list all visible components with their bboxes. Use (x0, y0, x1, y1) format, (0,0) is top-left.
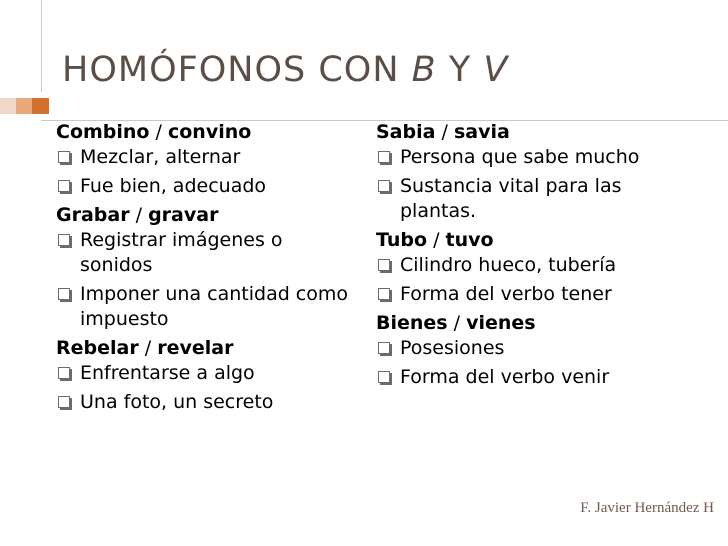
group-heading (56, 336, 356, 361)
square-bullet-icon (58, 288, 70, 300)
list-item-text: Registrar imágenes o sonidos (80, 229, 283, 276)
heading-separator: / (447, 312, 467, 334)
heading-word-a: Sabia (376, 121, 436, 143)
author-footer: F. Javier Hernández H (580, 500, 714, 516)
square-bullet-icon (378, 259, 390, 271)
decorative-square-medium (16, 98, 32, 114)
list-item (56, 145, 356, 170)
list-item-text: Fue bien, adecuado (80, 175, 267, 197)
list-item (56, 361, 356, 386)
list-item-text: Posesiones (400, 337, 505, 359)
left-column (56, 120, 356, 415)
list-item-text: Imponer una cantidad como impuesto (80, 283, 349, 330)
list-item-text: Una foto, un secreto (80, 391, 274, 413)
heading-word-b: tuvo (445, 229, 494, 251)
heading-word-a: Combino (56, 121, 150, 143)
list-item (56, 174, 356, 199)
list-item-text: Enfrentarse a algo (80, 362, 255, 384)
square-bullet-icon (58, 151, 70, 163)
list-item-text: Sustancia vital para las plantas. (400, 175, 622, 222)
square-bullet-icon (378, 288, 390, 300)
decorative-square-dark (32, 98, 49, 114)
list-item-text: Forma del verbo venir (400, 366, 610, 388)
list-item (56, 282, 356, 332)
list-item (376, 365, 676, 390)
square-bullet-icon (378, 342, 390, 354)
heading-word-b: vienes (466, 312, 536, 334)
heading-separator: / (149, 121, 168, 143)
title-text: HOMÓFONOS CON (62, 50, 412, 90)
square-bullet-icon (378, 371, 390, 383)
list-item-text: Forma del verbo tener (400, 283, 612, 305)
title-letter-b: B (411, 50, 437, 90)
list-item-text: Mezclar, alternar (80, 146, 241, 168)
heading-separator: / (427, 229, 446, 251)
list-item (376, 174, 676, 224)
group-heading (376, 120, 676, 145)
square-bullet-icon (378, 180, 390, 192)
list-item-text: Persona que sabe mucho (400, 146, 640, 168)
slide-title (62, 50, 508, 90)
square-bullet-icon (58, 180, 70, 192)
list-item (376, 336, 676, 361)
decorative-vertical-line (41, 0, 42, 92)
square-bullet-icon (58, 367, 70, 379)
group-heading (56, 203, 356, 228)
heading-separator: / (138, 337, 158, 359)
list-item (376, 145, 676, 170)
square-bullet-icon (378, 151, 390, 163)
heading-word-a: Rebelar (56, 337, 139, 359)
group-heading (376, 311, 676, 336)
heading-word-a: Tubo (376, 229, 428, 251)
group-heading (56, 120, 356, 145)
right-column (376, 120, 676, 390)
heading-word-b: convino (167, 121, 252, 143)
heading-word-b: savia (453, 121, 510, 143)
square-bullet-icon (58, 396, 70, 408)
heading-word-b: revelar (157, 337, 234, 359)
heading-word-a: Bienes (376, 312, 448, 334)
group-heading (376, 228, 676, 253)
title-conjunction: Y (436, 50, 484, 90)
list-item-text: Cilindro hueco, tubería (400, 254, 617, 276)
heading-word-b: gravar (148, 204, 219, 226)
square-bullet-icon (58, 234, 70, 246)
title-letter-v: V (483, 50, 509, 90)
list-item (56, 390, 356, 415)
decorative-square-light (0, 98, 16, 114)
list-item (376, 253, 676, 278)
list-item (376, 282, 676, 307)
list-item (56, 228, 356, 278)
heading-separator: / (435, 121, 454, 143)
heading-word-a: Grabar (56, 204, 130, 226)
heading-separator: / (129, 204, 149, 226)
